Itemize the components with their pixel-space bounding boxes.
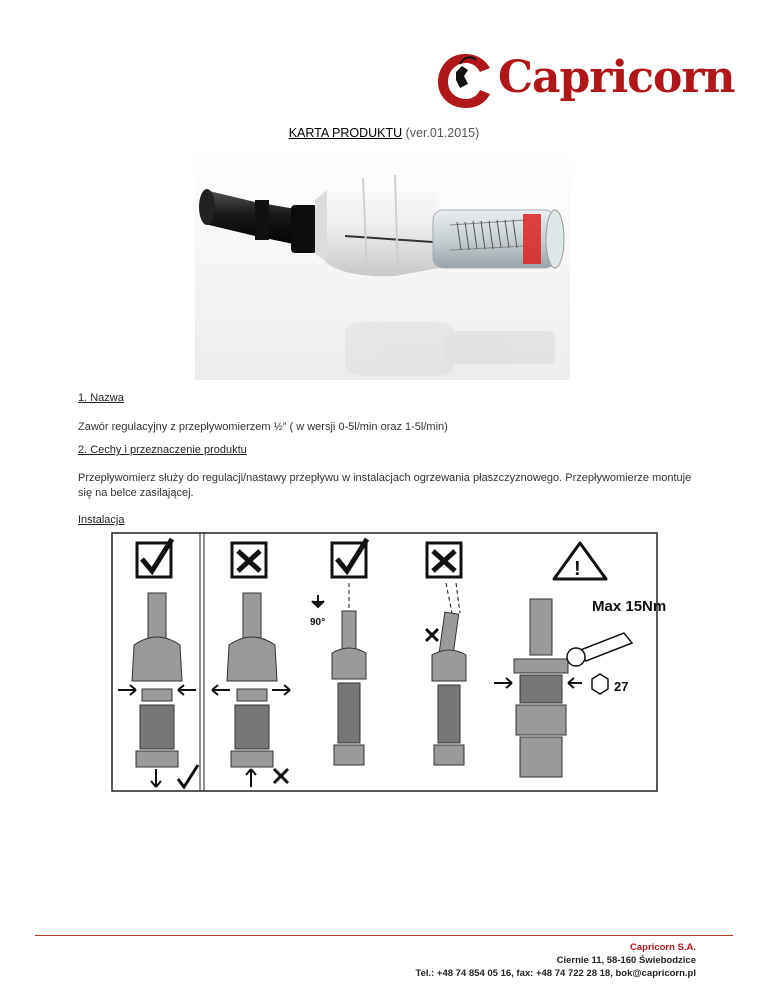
- angle-label: 90°: [310, 617, 326, 628]
- ibex-emblem-icon: [434, 50, 496, 112]
- page-title: [0, 126, 768, 140]
- footer: [415, 941, 696, 980]
- section-installation-heading: Instalacja: [78, 514, 125, 526]
- section-name-text: Zawór regulacyjny z przepływomierzem ½” ( w wersji 0-5l/min oraz 1-5l/min): [78, 421, 448, 433]
- nut-icon: [592, 674, 608, 694]
- section-name-heading: 1. Nazwa: [78, 392, 124, 404]
- svg-text:!: !: [574, 558, 581, 580]
- footer-contact: Tel.: +48 74 854 05 16, fax: +48 74 722 28 18, bok@capricorn.pl: [415, 968, 696, 979]
- footer-address: Ciernie 11, 58-160 Świebodzice: [556, 955, 696, 966]
- capricorn-logo: [432, 42, 735, 120]
- installation-diagram: [112, 533, 667, 793]
- footer-divider: [35, 935, 733, 936]
- section-features-text: Przepływomierz służy do regulacji/nastawy przepływu w instalacjach ogrzewania płaszczyznowego. Przepływomierze montuje się na belce zasilającej.: [78, 472, 692, 499]
- section-features-heading: 2. Cechy i przeznaczenie produktu: [78, 444, 247, 456]
- product-photo: [195, 150, 570, 380]
- brand-name: Capricorn: [498, 52, 735, 103]
- title-text: KARTA PRODUKTU: [288, 126, 403, 140]
- torque-label: Max 15Nm: [592, 598, 667, 615]
- version-text: (ver.01.2015): [405, 126, 480, 140]
- footer-company: Capricorn S.A.: [630, 942, 696, 953]
- wrench-size-label: 27: [614, 679, 629, 694]
